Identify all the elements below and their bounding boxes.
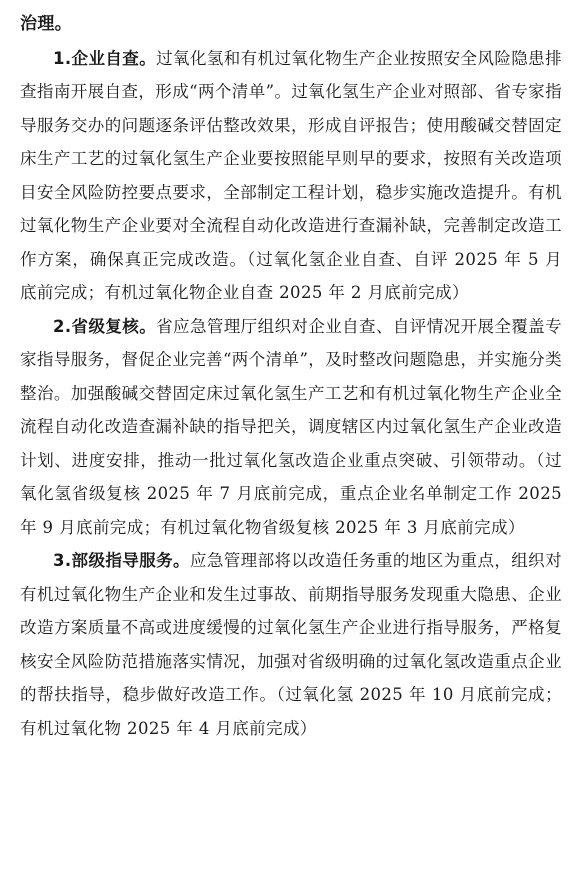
heading-fragment: 治理。	[20, 14, 73, 34]
section-body: 应急管理部将以改造任务重的地区为重点，组织对有机过氧化物生产企业和发生过事故、前期指导服务发现重大隐患、企业改造方案质量不高或进度缓慢的过氧化氢生产企业进行指导服务，严格复核安全风险防范措施落实情况，加强对省级明确的过氧化氢改造重点企业的帮扶指导，稳步做好改造工作。（过氧化氢 2025 年 10 月底前完成；有机过氧化物 2025 年 4 月底前完成）	[20, 551, 562, 738]
section-ministry-guidance	[20, 544, 562, 745]
section-title: 2.省级复核。	[53, 316, 157, 336]
section-title: 3.部级指导服务。	[53, 551, 190, 570]
section-body: 省应急管理厅组织对企业自查、自评情况开展全覆盖专家指导服务，督促企业完善“两个清单”，及时整改问题隐患，并实施分类整治。加强酸碱交替固定床过氧化氢生产工艺和有机过氧化物生产企业全流程自动化改造查漏补缺的指导把关，调度辖区内过氧化氢生产企业改造计划、进度安排，推动一批过氧化氢改造企业重点突破、引领带动。（过氧化氢省级复核 2025 年 7 月底前完成，重点企业名单制定工作 2025 年 9 月底前完成；有机过氧化物省级复核 2025 年 3 月底前完成）	[20, 316, 562, 537]
section-provincial-review	[20, 310, 562, 545]
section-body: 过氧化氢和有机过氧化物生产企业按照安全风险隐患排查指南开展自查，形成“两个清单”。过氧化氢生产企业对照部、省专家指导服务交办的问题逐条评估整改效果，形成自评报告；使用酸碱交替固定床生产工艺的过氧化氢生产企业要按照能早则早的要求，按照有关改造项目安全风险防控要点要求，全部制定工程计划，稳步实施改造提升。有机过氧化物生产企业要对全流程自动化改造进行查漏补缺，完善制定改造工作方案，确保真正完成改造。（过氧化氢企业自查、自评 2025 年 5 月底前完成；有机过氧化物企业自查 2025 年 2 月底前完成）	[20, 48, 562, 302]
section-enterprise-self-check	[20, 42, 562, 310]
section-title: 1.企业自查。	[53, 48, 157, 68]
